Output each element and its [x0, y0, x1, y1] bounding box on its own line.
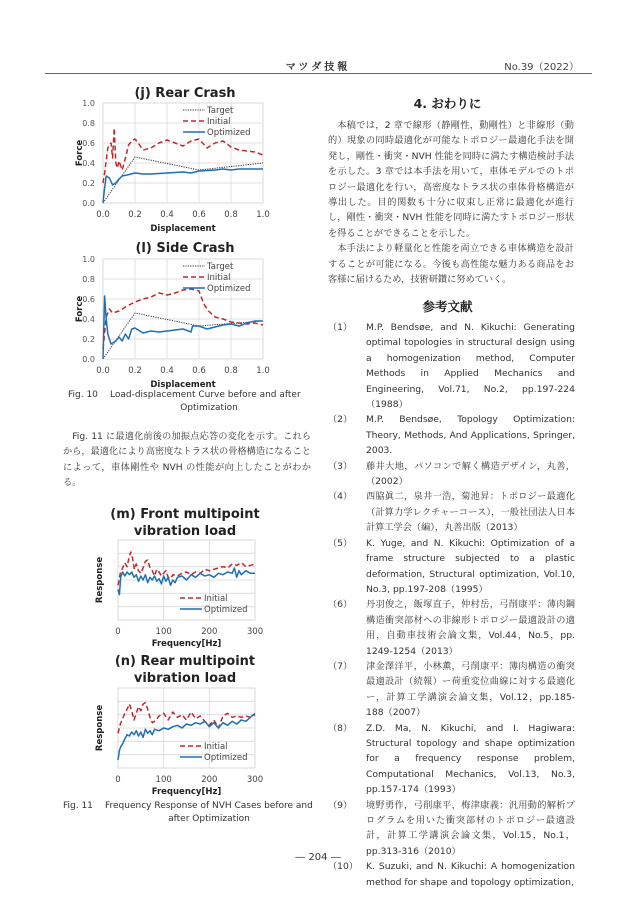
x-tick-label: 200 — [201, 775, 218, 785]
reference-item — [328, 659, 575, 721]
fig11-caption — [63, 800, 313, 826]
fig10-caption — [68, 389, 308, 415]
x-tick-label: 0.0 — [96, 366, 110, 376]
x-tick-label: 100 — [155, 627, 172, 637]
reference-item — [328, 798, 575, 860]
legend-label-target: Target — [207, 106, 234, 116]
x-tick-label: 0.0 — [96, 210, 110, 220]
x-tick-label: 0.8 — [224, 366, 238, 376]
page-number: ― 204 ― — [295, 852, 341, 863]
legend-label-initial: Initial — [204, 742, 228, 752]
reference-text: K. Yuge, and N. Kikuchi: Optimization of a frame structure subjected to a plastic deformation, Structural optimization, Vol.10, No.3, pp.197-208（1995） — [366, 537, 575, 595]
legend-label-initial: Initial — [207, 117, 231, 127]
legend-label-initial: Initial — [204, 594, 228, 604]
reference-text: M.P. Bendsøe, Topology Optimization: Theory, Methods, And Applications, Springer, 2003. — [366, 414, 575, 457]
x-tick-label: 0.2 — [128, 210, 142, 220]
chart-title-side-crash: (l) Side Crash — [135, 241, 235, 256]
x-tick-label: 0.8 — [224, 210, 238, 220]
y-axis-label: Force — [75, 295, 85, 323]
journal-title: マツダ技報 — [285, 62, 351, 73]
reference-number: （8） — [328, 722, 353, 734]
chart-side-crash — [60, 256, 290, 388]
reference-item — [328, 320, 575, 412]
reference-item — [328, 459, 575, 490]
y-tick-label: 0.0 — [82, 355, 95, 364]
x-axis-label: Displacement — [150, 224, 216, 234]
x-tick-label: 0.6 — [192, 210, 206, 220]
reference-text: Z.D. Ma, N. Kikuchi, and I. Hagiwara: Structural topology and shape optimization for a frequency response problem, Computational Mechanics, Vol.13, No.3, pp.157-174（1993） — [366, 722, 575, 796]
chart-rear-crash — [60, 100, 290, 232]
reference-number: （3） — [328, 460, 353, 472]
fig10-caption-line1: Load-displacement Curve before and after — [110, 390, 301, 400]
chart-title-rear-crash: (j) Rear Crash — [134, 86, 236, 101]
x-tick-label: 0.4 — [160, 210, 174, 220]
reference-item — [328, 721, 575, 798]
reference-item — [328, 412, 575, 458]
x-tick-label: 0.2 — [128, 366, 142, 376]
y-tick-label: 0.2 — [82, 179, 95, 188]
fig11-label: Fig. 11 — [63, 801, 93, 811]
reference-number: （10） — [328, 861, 359, 873]
y-axis-label: Response — [95, 556, 105, 604]
chart-rear-vibration — [60, 686, 290, 796]
header-divider — [45, 73, 592, 74]
fig10-caption-line2: Optimization — [180, 403, 238, 413]
fig11-description-paragraph: Fig. 11 に最適化前後の加振点応答の変化を示す。これらから，最適化により高密度なトラス状の骨格構造になることによって，車体剛性や NVH の性能が向上したことがわかる。 — [63, 431, 311, 489]
x-tick-label: 0.4 — [160, 366, 174, 376]
legend-label-optimized: Optimized — [204, 605, 248, 615]
y-tick-label: 0.4 — [82, 159, 95, 168]
chart-title-front-vibration-line2: vibration load — [133, 524, 237, 539]
y-tick-label: 0.2 — [82, 335, 95, 344]
conclusion-body — [328, 118, 574, 287]
y-axis-label: Response — [95, 704, 105, 752]
y-tick-label: 0.0 — [82, 199, 95, 208]
x-tick-label: 200 — [201, 627, 218, 637]
legend-label-target: Target — [207, 262, 234, 272]
reference-number: （6） — [328, 599, 353, 611]
x-tick-label: 0.6 — [192, 366, 206, 376]
x-tick-label: 300 — [246, 627, 264, 637]
fig11-caption-line2: after Optimization — [168, 814, 250, 824]
x-tick-label: 1.0 — [256, 366, 270, 376]
chart-title-rear-vibration — [95, 653, 275, 687]
x-axis-label: Displacement — [150, 380, 216, 390]
reference-item — [328, 536, 575, 598]
chart-title-front-vibration-line1: (m) Front multipoint — [110, 507, 260, 522]
reference-text: 境野勇作，弓削康平，梅津康義：汎用動的解析プログラムを用いた衝突部材のトポロジー最適設計，計算工学講演会論文集，Vol.15，No.1，pp.313-316（2010） — [366, 799, 575, 857]
x-tick-label: 1.0 — [256, 210, 270, 220]
y-tick-label: 1.0 — [82, 99, 95, 108]
y-tick-label: 0.6 — [82, 295, 95, 304]
chart-title-rear-vibration-line1: (n) Rear multipoint — [114, 654, 256, 669]
reference-number: （5） — [328, 537, 353, 549]
reference-item — [328, 489, 575, 535]
legend-label-initial: Initial — [207, 273, 231, 283]
x-tick-label: 300 — [246, 775, 264, 785]
chart-front-vibration — [60, 538, 290, 648]
x-tick-label: 0 — [115, 775, 121, 785]
reference-item — [328, 859, 575, 890]
y-tick-label: 0.8 — [82, 119, 95, 128]
reference-number: （9） — [328, 799, 353, 811]
section-title-conclusion: 4. おわりに — [413, 96, 482, 111]
reference-text: 西脇眞二，泉井一浩，菊池昇：トポロジー最適化（計算力学レクチャーコース），一般社団法人日本計算工学会（編），丸善出版（2013） — [366, 491, 575, 534]
conclusion-paragraph-2: 本手法により軽量化と性能を両立できる車体構造を設計することが可能になる。今後も高性能な魅力ある商品をお客様に届けるため，技術研鑽に努めていく。 — [328, 243, 574, 286]
reference-text: M.P. Bendsøe, and N. Kikuchi: Generating optimal topologies in structural design using a homogenization method, Computer Methods in Applied Mechanics and Engineering, Vol.71, No.2, pp.197-224（1988） — [366, 322, 575, 411]
reference-number: （1） — [328, 322, 353, 333]
fig11-caption-line1: Frequency Response of NVH Cases before and — [105, 801, 313, 811]
y-tick-label: 0.4 — [82, 315, 95, 324]
y-tick-label: 0.8 — [82, 275, 95, 284]
chart-title-front-vibration — [95, 506, 275, 540]
x-axis-label: Frequency[Hz] — [151, 639, 222, 649]
reference-text: K. Suzuki, and N. Kikuchi: A homogenization method for shape and topology optimization, — [366, 861, 575, 888]
plot-area — [103, 259, 263, 359]
chart-title-rear-vibration-line2: vibration load — [133, 671, 237, 686]
y-tick-label: 0.6 — [82, 139, 95, 148]
y-tick-label: 1.0 — [82, 255, 95, 264]
reference-number: （4） — [328, 491, 353, 503]
conclusion-paragraph-1: 本稿では，2 章で線形（静剛性，動剛性）と非線形（動的）現象の同時最適化が可能なトポロジー最適化手法を開発し，剛性・衝突・NVH 性能を同時に満たす構造検討手法を示した。3 章では本手法を用いて，車体モデルでのトポロジー最適化を行い，高密度なトラス状の車体骨格構造が導出した。目的関数も十分に収束し正常に最適化が進行し，剛性・衝突・NVH 性能を同時に満たすトポロジー形状を得ることができることを示した。 — [328, 120, 574, 239]
legend-label-optimized: Optimized — [207, 128, 251, 138]
legend-label-optimized: Optimized — [204, 753, 248, 763]
reference-text: 丹羽俊之，飯塚直子，仲村岳，弓削康平：薄肉鋼構造衝突部材への非線形トポロジー最適設計の適用，自動車技術会論文集，Vol.44，No.5，pp. 1249-1254（2013） — [366, 599, 575, 657]
reference-item — [328, 597, 575, 659]
legend-label-optimized: Optimized — [207, 284, 251, 294]
reference-text: 津金澤洋平，小林薫，弓削康平：薄肉構造の衝突最適設計（続報）ー荷重変位曲線に対する最適化ー，計算工学講演会論文集，Vol.12，pp.185-188（2007） — [366, 660, 575, 719]
y-axis-label: Force — [75, 139, 85, 167]
x-axis-label: Frequency[Hz] — [151, 787, 222, 797]
x-tick-label: 0 — [115, 627, 121, 637]
reference-number: （2） — [328, 414, 353, 426]
fig10-label: Fig. 10 — [68, 390, 98, 400]
reference-number: （7） — [328, 660, 353, 672]
references-title: 参考文献 — [422, 299, 473, 314]
reference-text: 藤井大地，パソコンで解く構造デザイン，丸善，（2002） — [366, 460, 575, 488]
x-tick-label: 100 — [155, 775, 172, 785]
references-list — [328, 320, 575, 890]
issue-number: No.39（2022） — [504, 62, 579, 73]
